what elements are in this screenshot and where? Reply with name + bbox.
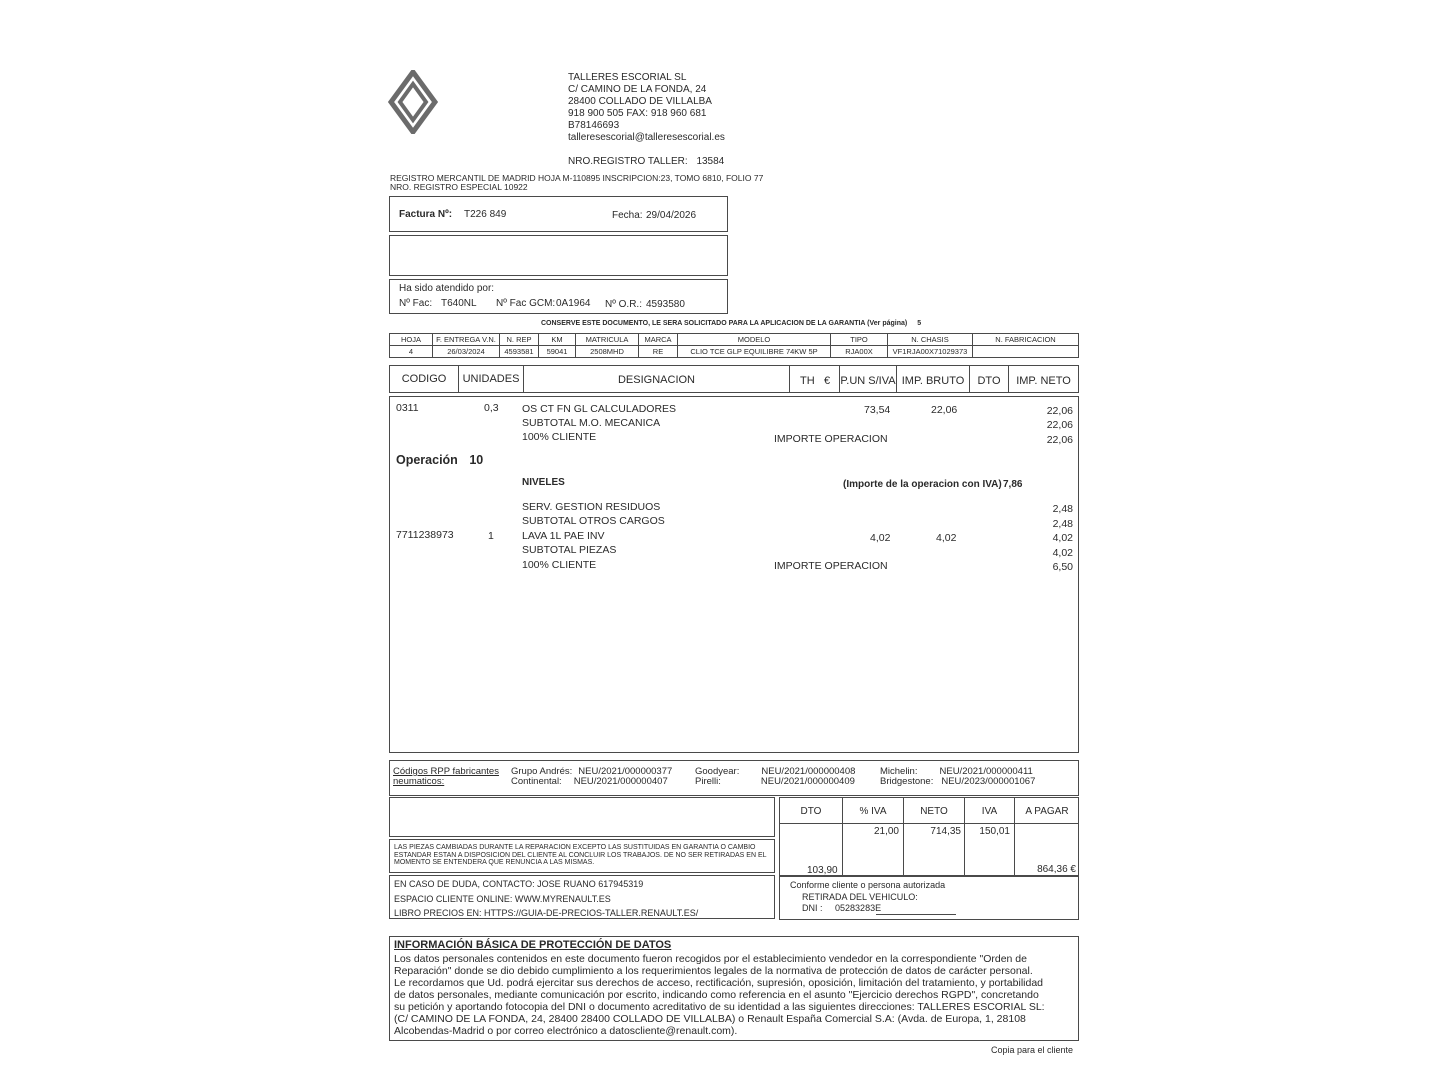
vehicle-value-cell: VF1RJA00X71029373 [888,346,973,358]
col-dto: DTO [977,375,1001,387]
registro-mercantil [390,174,763,192]
signature-line [876,914,956,915]
vehicle-header-cell: MODELO [678,334,831,346]
line-desc: OS CT FN GL CALCULADORES [522,403,677,415]
tyre-col3 [880,767,1035,787]
vehicle-value-cell: 59041 [539,346,576,358]
factura-label: Factura Nº: [399,209,453,220]
line-neto: 4,02 [1052,532,1073,544]
col-euro: € [824,375,831,387]
operation-iva-note: (Importe de la operacion con IVA) [843,479,1002,490]
renault-logo [388,70,438,134]
totals-a-pagar: 864,36 € [1037,864,1076,875]
vehicle-header-cell: KM [539,334,576,346]
operation-label: Operación [396,453,458,467]
parts-note: LAS PIEZAS CAMBIADAS DURANTE LA REPARACION EXCEPTO LAS SUSTITUIDAS EN GARANTIA O CAMBIO ESTANDAR ESTAN A DISPOSICION DEL CLIENTE AL CONCLUIR LOS TRABAJOS. DE NO SER RETIRADAS EN EL MOMENTO SE ENTENDERA QUE RENUNCIA A LAS MISMAS. [394,844,767,866]
col-designacion: DESIGNACION [617,374,695,386]
guarantee-page: 5 [917,320,922,327]
copy-note: Copia para el cliente [991,1045,1074,1055]
vehicle-value-cell: 2508MHD [576,346,639,358]
tyre-col1 [511,767,672,787]
michelin-value: NEU/2021/000000411 [939,766,1033,777]
goodyear-label: Goodyear: [695,766,740,777]
vehicle-header-cell: N. REP [500,334,539,346]
vehicle-header-cell: TIPO [831,334,888,346]
company-address1: C/ CAMINO DE LA FONDA, 24 [568,84,707,95]
pirelli-label: Pirelli: [695,776,721,787]
conformity-line2: RETIRADA DEL VEHICULO: [802,892,918,902]
privacy-line: Los datos personales contenidos en este documento fueron recogidos por el establecimiento vendedor en la correspondiente "Orden de [394,953,1027,965]
vehicle-header-cell: F. ENTREGA V.N. [433,334,500,346]
totals-header-neto: NETO [920,806,948,817]
line-code: 0311 [396,402,419,414]
bridgestone-label: Bridgestone: [880,776,934,787]
michelin-label: Michelin: [880,766,918,777]
guarantee-note-text: CONSERVE ESTE DOCUMENTO, LE SERA SOLICITADO PARA LA APLICACION DE LA GARANTIA (Ver página) [541,320,908,327]
registro-taller-value: 13584 [696,156,725,167]
continental-value: NEU/2021/000000407 [573,776,668,787]
line-neto: 6,50 [1052,561,1073,573]
dni-value: 05283283E [835,903,882,913]
privacy-text [394,953,1045,1037]
totals-neto: 714,35 [930,826,961,837]
tyre-title-line1: Códigos RPP fabricantes [393,766,499,777]
vehicle-value-cell [973,346,1079,358]
line-bruto: 4,02 [936,532,957,544]
vehicle-table [389,333,1079,358]
line-desc: SUBTOTAL OTROS CARGOS [522,515,665,527]
vehicle-value-cell: 4593581 [500,346,539,358]
vehicle-value-cell: 4 [390,346,433,358]
line-bruto: 22,06 [931,404,958,416]
grupo-andres-value: NEU/2021/000000377 [578,766,673,777]
privacy-line: su petición y aportando fotocopia del DNI o documento acreditativo de su identidad a las siguientes direcciones: TALLERES ESCORIAL SL: [394,1001,1045,1013]
line-note: IMPORTE OPERACION [774,433,888,445]
totals-header-iva: IVA [981,806,998,817]
totals-header-dto: DTO [800,806,822,817]
company-cif: B78146693 [568,120,620,131]
privacy-line: Alcobendas-Madrid o por correo electrónico a datoscliente@renault.com). [394,1025,738,1037]
totals-pct-iva: 21,00 [873,826,899,837]
col-th: TH [800,375,815,387]
col-pun: P.UN S/IVA [840,375,896,387]
fecha-value: 29/04/2026 [646,210,697,221]
vehicle-value-cell: RE [639,346,678,358]
or-value: 4593580 [646,299,685,310]
privacy-line: Reparación" donde se dio debido cumplimiento a los requerimientos legales de la normativa de protección de datos de carácter personal. [394,965,1033,977]
company-address2: 28400 COLLADO DE VILLALBA [568,96,712,107]
line-neto: 2,48 [1052,503,1073,515]
line-desc: SUBTOTAL M.O. MECANICA [522,417,661,429]
tyre-col2 [695,767,855,787]
nfac-label: Nº Fac: [399,298,433,309]
operation-name: NIVELES [522,477,565,488]
line-desc: 100% CLIENTE [522,559,597,571]
line-desc: LAVA 1L PAE INV [522,530,605,542]
vehicle-header-cell: N. CHASIS [888,334,973,346]
customer-box [389,235,728,276]
company-block [568,72,725,144]
dni-label: DNI : [802,903,823,913]
lines-header [389,365,1079,393]
gcm-label: Nº Fac GCM: [496,298,556,309]
line-neto: 22,06 [1046,419,1073,431]
grupo-andres-label: Grupo Andrés: [511,766,573,777]
line-pun: 4,02 [870,532,891,544]
col-codigo: CODIGO [401,373,447,385]
nfac-value: T640NL [441,298,477,309]
parts-note-box [389,839,775,873]
contact-line2: ESPACIO CLIENTE ONLINE: WWW.MYRENAULT.ES [394,894,611,904]
line-neto: 22,06 [1046,405,1073,417]
conformity-box [779,875,1079,920]
registro-taller [568,156,724,167]
company-name: TALLERES ESCORIAL SL [568,72,687,83]
contact-box [389,875,775,919]
tyre-codes-box [389,760,1079,796]
operation-iva-value: 7,86 [1003,479,1023,490]
col-bruto: IMP. BRUTO [901,375,965,387]
registro-especial-text: NRO. REGISTRO ESPECIAL 10922 [390,182,528,192]
totals-iva: 150,01 [979,826,1010,837]
vehicle-header-row [390,334,1079,346]
col-neto: IMP. NETO [1016,375,1071,387]
operation-number: 10 [469,453,484,467]
line-desc: SUBTOTAL PIEZAS [522,544,617,556]
gcm-value: 0A1964 [556,298,591,309]
or-label: Nº O.R.: [605,299,642,310]
vehicle-header-cell: MATRICULA [576,334,639,346]
totals-header-pct-iva: % IVA [859,806,887,817]
totals-header-a-pagar: A PAGAR [1025,806,1069,817]
col-unidades: UNIDADES [462,373,520,385]
registro-taller-label: NRO.REGISTRO TALLER: [568,156,688,167]
line-neto: 4,02 [1052,547,1073,559]
factura-value: T226 849 [464,209,507,220]
privacy-line: (C/ CAMINO DE LA FONDA, 24, 28400 28400 COLLADO DE VILLALBA) o Renault España Comercial S.A: (Avda. de Europa, 1, 28108 [394,1013,1026,1025]
vehicle-value-cell: CLIO TCE GLP EQUILIBRE 74KW 5P [678,346,831,358]
line-note: IMPORTE OPERACION [774,560,888,572]
bridgestone-value: NEU/2023/000001067 [941,776,1036,787]
goodyear-value: NEU/2021/000000408 [761,766,856,777]
tyre-title-line2: neumaticos: [393,776,445,787]
vehicle-header-cell: MARCA [639,334,678,346]
privacy-line: de datos personales, mediante comunicación por escrito, indicando como referencia en el asunto "Ejercicio derechos RGPD", concretando [394,989,1039,1001]
company-phones: 918 900 505 FAX: 918 960 681 [568,108,707,119]
blank-box [389,797,775,837]
line-desc: 100% CLIENTE [522,431,597,443]
vehicle-value-row [390,346,1079,358]
vehicle-value-cell: RJA00X [831,346,888,358]
privacy-box [389,936,1079,1041]
attended-box [389,279,728,314]
lines-body [389,396,1079,753]
privacy-title: INFORMACIÓN BÁSICA DE PROTECCIÓN DE DATOS [394,939,672,951]
vehicle-header-cell: N. FABRICACION [973,334,1079,346]
privacy-line: Le recordamos que Ud. podrá ejercitar sus derechos de acceso, rectificación, supresión, oposición, limitación del tratamiento, y portabilidad [394,977,1044,989]
conformity-dni [802,903,881,913]
line-code: 7711238973 [396,529,454,541]
vehicle-header-cell: HOJA [390,334,433,346]
line-neto: 22,06 [1046,434,1073,446]
conformity-line1: Conforme cliente o persona autorizada [790,880,946,890]
vehicle-value-cell: 26/03/2024 [433,346,500,358]
fecha-label: Fecha: [612,210,643,221]
company-email: talleresescorial@talleresescorial.es [568,132,725,143]
operation-heading [396,453,483,467]
registro-mercantil-text: REGISTRO MERCANTIL DE MADRID HOJA M-110895 INSCRIPCION:23, TOMO 6810, FOLIO 77 [390,173,764,183]
contact-line1: EN CASO DE DUDA, CONTACTO: JOSE RUANO 617945319 [394,879,644,889]
line-neto: 2,48 [1052,518,1073,530]
continental-label: Continental: [511,776,562,787]
attended-title: Ha sido atendido por: [399,283,495,294]
tyre-title [393,767,499,787]
contact-line3: LIBRO PRECIOS EN: HTTPS://GUIA-DE-PRECIOS-TALLER.RENAULT.ES/ [394,908,699,918]
line-pun: 73,54 [864,404,891,416]
totals-box [779,797,1079,877]
guarantee-note [541,320,921,327]
pirelli-value: NEU/2021/000000409 [760,776,855,787]
line-desc: SERV. GESTION RESIDUOS [522,501,661,513]
invoice-number-box [389,196,728,232]
line-units: 1 [488,530,494,542]
line-units: 0,3 [484,402,499,414]
totals-dto: 103,90 [807,865,838,876]
